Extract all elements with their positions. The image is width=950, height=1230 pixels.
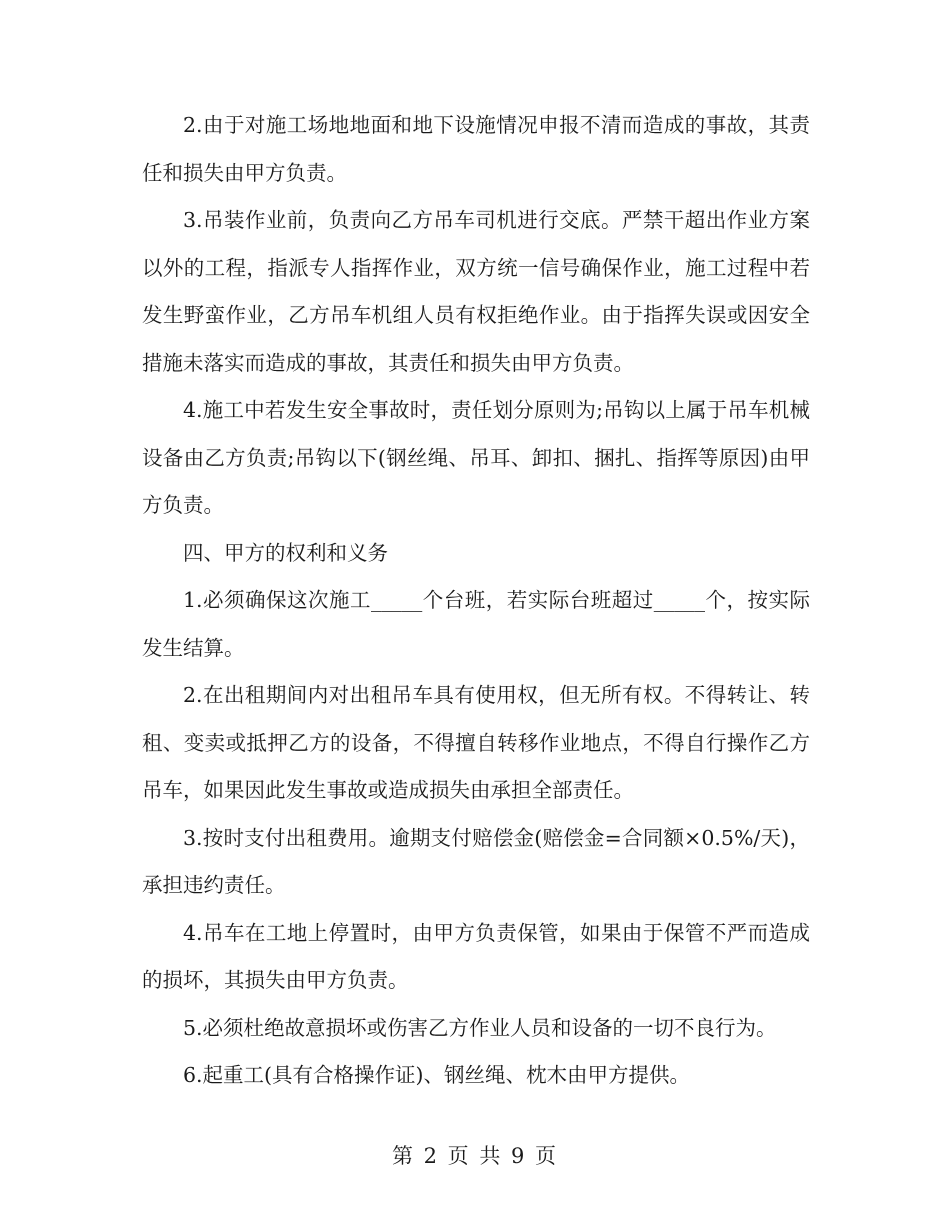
section-heading: 四、甲方的权利和义务 (183, 540, 388, 565)
clause-paragraph: 1.必须确保这次施工_____个台班，若实际台班超过_____个，按实际发生结算。 (142, 588, 810, 660)
clause-paragraph: 6.起重工(具有合格操作证)、钢丝绳、枕木由甲方提供。 (183, 1063, 691, 1087)
clause-paragraph: 5.必须杜绝故意损坏或伤害乙方作业人员和设备的一切不良行为。 (183, 1015, 777, 1040)
clause-paragraph: 2.由于对施工场地地面和地下设施情况申报不清而造成的事故，其责任和损失由甲方负责。 (142, 113, 810, 185)
clause-paragraph: 3.吊装作业前，负责向乙方吊车司机进行交底。严禁干超出作业方案以外的工程，指派专人指挥作业，双方统一信号确保作业，施工过程中若发生野蛮作业，乙方吊车机组人员有权拒绝作业。由于指挥失误或因安全措施未落实而造成的事故，其责任和损失由甲方负责。 (142, 208, 810, 375)
clause-paragraph: 2.在出租期间内对出租吊车具有使用权，但无所有权。不得转让、转租、变卖或抵押乙方的设备，不得擅自转移作业地点，不得自行操作乙方吊车，如果因此发生事故或造成损失由承担全部责任。 (142, 683, 810, 802)
document-body (142, 102, 810, 1100)
page-footer (0, 1140, 950, 1170)
clause-paragraph: 4.吊车在工地上停置时，由甲方负责保管，如果由于保管不严而造成的损坏，其损失由甲方负责。 (142, 920, 810, 992)
clause-paragraph: 3.按时支付出租费用。逾期支付赔偿金(赔偿金=合同额×0.5%/天)，承担违约责任。 (142, 825, 810, 897)
clause-paragraph: 4.施工中若发生安全事故时，责任划分原则为;吊钩以上属于吊车机械设备由乙方负责;吊钩以下(钢丝绳、吊耳、卸扣、捆扎、指挥等原因)由甲方负责。 (142, 398, 810, 517)
page-number-indicator: 第 2 页 共 9 页 (391, 1144, 559, 1168)
